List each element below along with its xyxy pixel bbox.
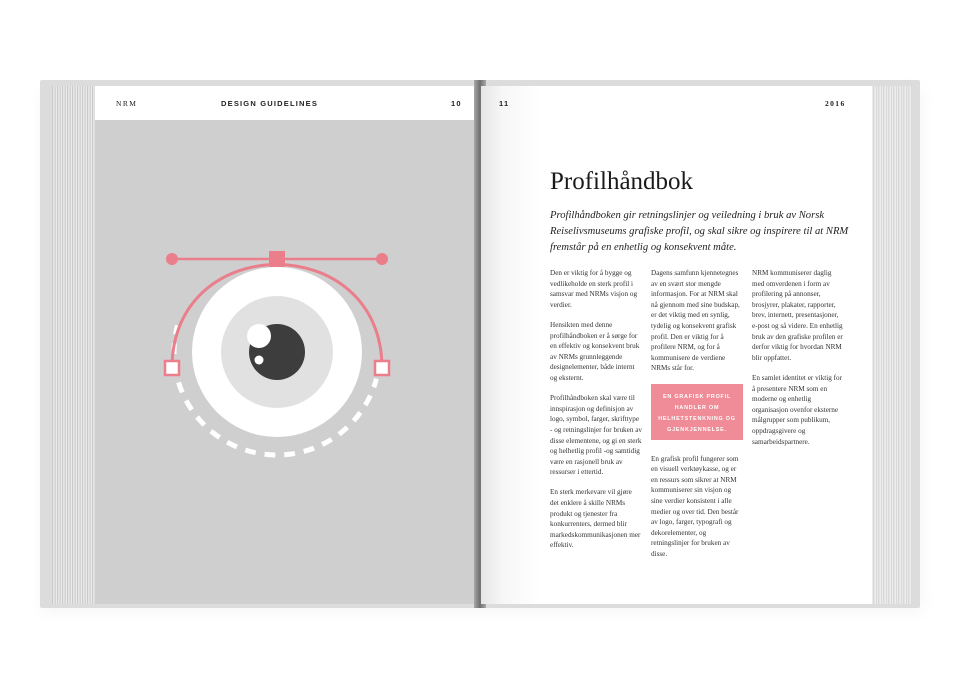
page-title: Profilhåndbok [550, 168, 694, 195]
header-brand: NRM [116, 99, 138, 108]
text-column-2 [651, 268, 743, 569]
page-edges-left [52, 86, 96, 604]
header-year: 2016 [825, 99, 846, 108]
paragraph: En grafisk profil fungerer som en visuell verktøykasse, og er en ressurs som sikrer at NRM kommuniserer sin visjon og sine verdier konsistent i alle medier og over tid. Den består av logo, farger, typografi og dekorelementer, og retningslinjer for bruken av disse. [651, 454, 739, 558]
paragraph: Hensikten med denne profilhåndboken er å sørge for en effektiv og konsekvent bruk av NRMs grunnleggende designelementer, både internt og eksternt. [550, 320, 640, 382]
left-page [95, 86, 479, 604]
paragraph: Profilhåndboken skal være til innspirasjon og definisjon av logo, symbol, farger, skrifttype - og retningslinjer for bruken av disse elementene, og gi en sterk og helhetlig profil -og samtidig være en rasjonell bruk av ressurser i ettertid. [550, 394, 643, 477]
left-page-number: 10 [451, 99, 462, 108]
paragraph: Dagens samfunn kjennetegnes av en svært stor mengde informasjon. For at NRM skal nå gjennom med sine budskap, er det viktig med en synlig, tydelig og konsekvent grafisk profil. Den er viktig for å profilere NRM, og for å kommunisere de verdiene NRMs står for. [651, 269, 740, 373]
right-page-number: 11 [499, 99, 510, 108]
right-page [481, 86, 872, 604]
paragraph: Den er viktig for å bygge og vedlikeholde en sterk profil i samsvar med NRMs visjon og verdier. [550, 269, 638, 309]
text-column-3 [752, 268, 844, 457]
eye-illustration [95, 120, 479, 604]
lead-paragraph: Profilhåndboken gir retningslinjer og veiledning i bruk av Norsk Reiselivsmuseums grafiske profil, og skal sikre og inspirere til at NRM fremstår på en enhetlig og konsekvent måte. [550, 210, 849, 253]
paragraph: En samlet identitet er viktig for å presentere NRM som en moderne og enhetlig organisasjon ovenfor eksterne målgrupper som publikum, oppdragsgivere og samarbeidspartnere. [752, 373, 843, 446]
paragraph: En sterk merkevare vil gjøre det enklere å skille NRMs produkt og tjenester fra konkurrenters, dermed blir markedskommunikasjonen mer effektiv. [550, 488, 641, 550]
callout-box: EN GRAFISK PROFIL HANDLER OM HELHETSTENKNING OG GJENKJENNELSE. [651, 384, 743, 440]
page-edges-right [872, 86, 912, 604]
text-column-1 [550, 268, 642, 561]
header-section-title: DESIGN GUIDELINES [221, 99, 319, 108]
paragraph: NRM kommuniserer daglig med omverdenen i form av profilering på annonser, brosjyrer, plakater, rapporter, brev, internett, presentasjoner, e-post og så videre. En enhetlig bruk av den grafiske profilen er derfor viktig for hvordan NRM blir oppfattet. [752, 269, 843, 362]
